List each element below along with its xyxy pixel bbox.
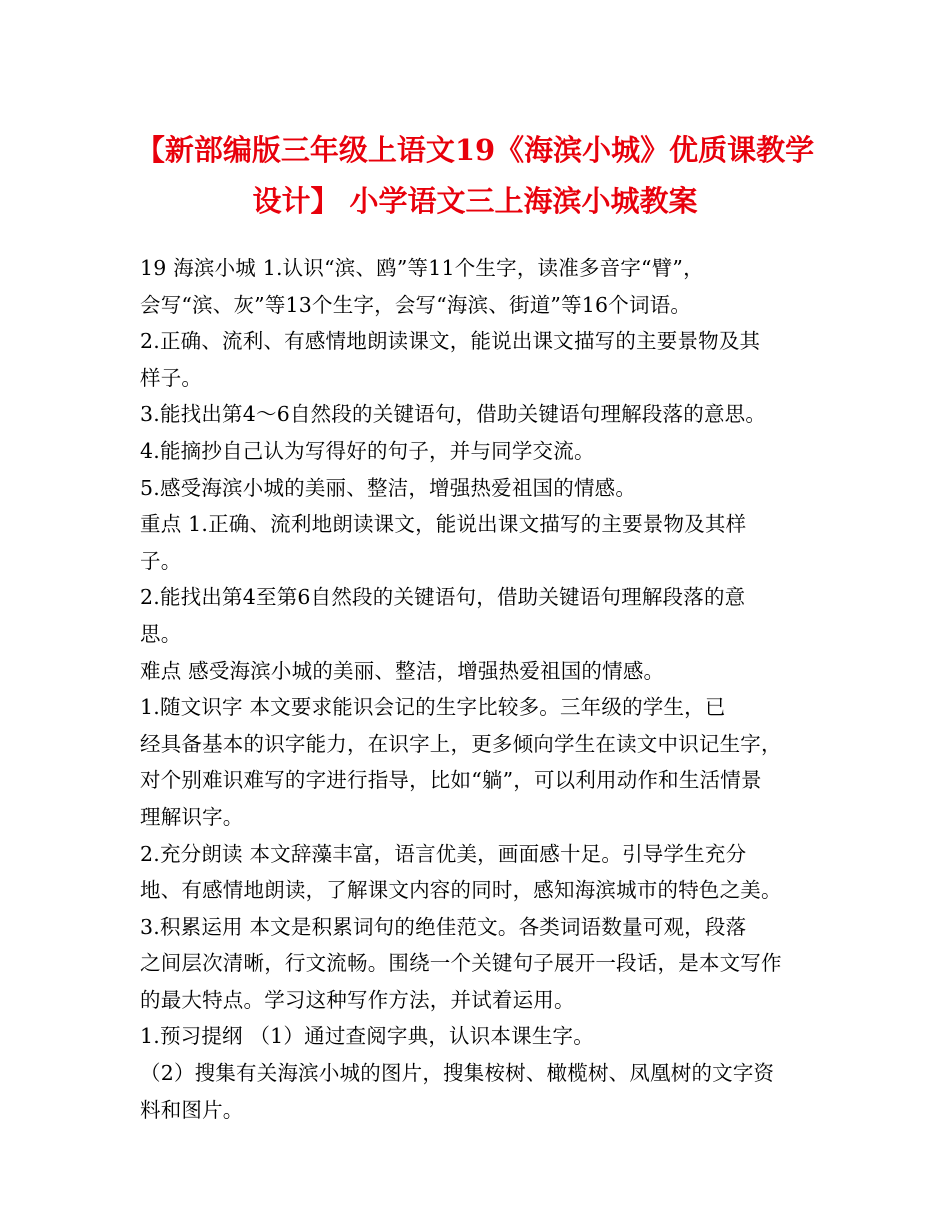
body-line: 1.随文识字 本文要求能识会记的生字比较多。三年级的学生，已 bbox=[140, 695, 726, 720]
document-title-line-2: 设计】 小学语文三上海滨小城教案 bbox=[252, 184, 698, 218]
body-line: 料和图片。 bbox=[140, 1097, 244, 1122]
body-line: 重点 1.正确、流利地朗读课文，能说出课文描写的主要景物及其样 bbox=[140, 512, 747, 537]
document-body bbox=[140, 250, 820, 1128]
body-line: 4.能摘抄自己认为写得好的句子，并与同学交流。 bbox=[140, 438, 595, 463]
body-line: 2.充分朗读 本文辞藻丰富，语言优美，画面感十足。引导学生充分 bbox=[140, 841, 747, 866]
body-line: 样子。 bbox=[140, 365, 203, 390]
body-line: 子。 bbox=[140, 548, 182, 573]
body-line: 2.正确、流利、有感情地朗读课文，能说出课文描写的主要景物及其 bbox=[140, 329, 761, 354]
body-line: 5.感受海滨小城的美丽、整洁，增强热爱祖国的情感。 bbox=[140, 475, 637, 500]
body-line: 2.能找出第4至第6自然段的关键语句，借助关键语句理解段落的意 bbox=[140, 585, 746, 610]
body-line: 地、有感情地朗读，了解课文内容的同时，感知海滨城市的特色之美。 bbox=[140, 878, 782, 903]
body-line: 经具备基本的识字能力，在识字上，更多倾向学生在读文中识记生字， bbox=[140, 731, 782, 756]
body-line: 难点 感受海滨小城的美丽、整洁，增强热爱祖国的情感。 bbox=[140, 658, 665, 683]
body-line: 思。 bbox=[140, 621, 182, 646]
body-line: 的最大特点。学习这种写作方法，并试着运用。 bbox=[140, 987, 575, 1012]
body-line: 3.积累运用 本文是积累词句的绝佳范文。各类词语数量可观，段落 bbox=[140, 914, 747, 939]
body-line: 对个别难识难写的字进行指导，比如“躺”，可以利用动作和生活情景 bbox=[140, 768, 762, 793]
body-line: （2）搜集有关海滨小城的图片，搜集桉树、橄榄树、凤凰树的文字资 bbox=[140, 1061, 775, 1086]
body-line: 19 海滨小城 1.认识“滨、鸥”等11个生字，读准多音字“臂”， bbox=[140, 256, 704, 280]
document-title-line-1: 【新部编版三年级上语文19《海滨小城》优质课教学 bbox=[135, 133, 815, 167]
body-line: 之间层次清晰，行文流畅。围绕一个关键句子展开一段话，是本文写作 bbox=[140, 951, 782, 976]
body-line: 1.预习提纲 （1）通过查阅字典，认识本课生字。 bbox=[140, 1024, 594, 1049]
body-line: 会写“滨、灰”等13个生字，会写“海滨、街道”等16个词语。 bbox=[140, 292, 692, 317]
body-line: 3.能找出第4～6自然段的关键语句，借助关键语句理解段落的意思。 bbox=[140, 402, 767, 427]
body-line: 理解识字。 bbox=[140, 804, 244, 829]
